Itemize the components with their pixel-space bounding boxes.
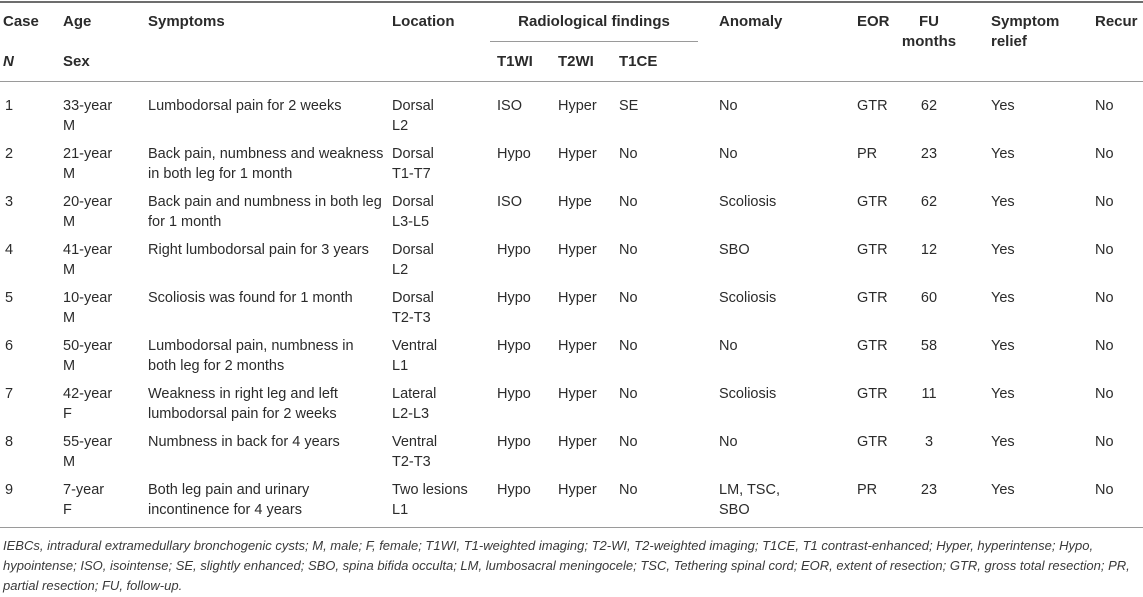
cell-relief: Yes bbox=[991, 482, 1015, 498]
cell-symptoms: Back pain, numbness and weakness in both leg for 1 month bbox=[148, 146, 384, 182]
cell-anomaly: No bbox=[719, 434, 738, 450]
cell-t1ce: No bbox=[619, 434, 638, 450]
cell-relief: Yes bbox=[991, 194, 1015, 210]
cell-fu: 62 bbox=[920, 194, 938, 210]
cell-t2wi: Hyper bbox=[558, 482, 597, 498]
cell-anomaly: Scoliosis bbox=[719, 290, 777, 306]
table-row bbox=[0, 336, 1143, 384]
table-row bbox=[0, 240, 1143, 288]
cell-relief: Yes bbox=[991, 386, 1015, 402]
cell-recur: No bbox=[1095, 338, 1114, 354]
cell-case: 3 bbox=[5, 194, 14, 210]
table-row bbox=[0, 144, 1143, 192]
cell-eor: GTR bbox=[857, 338, 888, 354]
cell-anomaly: No bbox=[719, 98, 738, 114]
cell-location: Dorsal L2 bbox=[392, 98, 434, 134]
header-t1ce: T1CE bbox=[619, 53, 658, 70]
table-bottom-rule bbox=[0, 527, 1143, 528]
header-t2wi: T2WI bbox=[558, 53, 594, 70]
cell-age-sex: 21-year M bbox=[63, 146, 113, 182]
cell-t1wi: Hypo bbox=[497, 338, 531, 354]
cell-age-sex: 10-year M bbox=[63, 290, 113, 326]
cell-symptoms: Lumbodorsal pain, numbness in both leg for 2 months bbox=[148, 338, 354, 374]
cell-case: 6 bbox=[5, 338, 14, 354]
cell-symptoms: Both leg pain and urinary incontinence for 4 years bbox=[148, 482, 310, 518]
cell-t1wi: ISO bbox=[497, 194, 522, 210]
table-row bbox=[0, 192, 1143, 240]
cell-fu: 60 bbox=[920, 290, 938, 306]
cell-recur: No bbox=[1095, 434, 1114, 450]
cell-age-sex: 42-year F bbox=[63, 386, 113, 422]
cell-age-sex: 55-year M bbox=[63, 434, 113, 470]
cell-eor: PR bbox=[857, 482, 878, 498]
cell-fu: 3 bbox=[924, 434, 934, 450]
cell-t2wi: Hyper bbox=[558, 98, 597, 114]
table-footnote: IEBCs, intradural extramedullary bronchogenic cysts; M, male; F, female; T1WI, T1-weighted imaging; T2-WI, T2-weighted imaging; T1CE, T1 contrast-enhanced; Hyper, hyperintense; Hypo, hypointense; ISO, isointense; SE, slightly enhanced; SBO, spina bifida occulta; LM, lumbosacral meningocele; TSC, Tethering spinal cord; EOR, extent of resection; GTR, gross total resection; PR, partial resection; FU, follow-up. bbox=[3, 538, 1130, 593]
cell-recur: No bbox=[1095, 290, 1114, 306]
cell-location: Lateral L2-L3 bbox=[392, 386, 437, 422]
cell-t2wi: Hype bbox=[558, 194, 592, 210]
cell-eor: GTR bbox=[857, 242, 888, 258]
cell-t1ce: No bbox=[619, 146, 638, 162]
header-t1wi: T1WI bbox=[497, 53, 533, 70]
table-row bbox=[0, 480, 1143, 528]
cell-case: 9 bbox=[5, 482, 14, 498]
cell-symptoms: Scoliosis was found for 1 month bbox=[148, 290, 353, 306]
header-radiological-findings: Radiological findings bbox=[518, 13, 670, 30]
cell-relief: Yes bbox=[991, 98, 1015, 114]
header-bottom-rule bbox=[0, 81, 1143, 82]
cell-case: 4 bbox=[5, 242, 14, 258]
cell-recur: No bbox=[1095, 242, 1114, 258]
cell-case: 7 bbox=[5, 386, 14, 402]
cell-t1wi: Hypo bbox=[497, 242, 531, 258]
cell-symptoms: Weakness in right leg and left lumbodorsal pain for 2 weeks bbox=[148, 386, 338, 422]
cell-t2wi: Hyper bbox=[558, 242, 597, 258]
cell-age-sex: 7-year F bbox=[63, 482, 105, 518]
cell-relief: Yes bbox=[991, 146, 1015, 162]
cell-t2wi: Hyper bbox=[558, 146, 597, 162]
table-top-rule bbox=[0, 1, 1143, 3]
cell-t1ce: SE bbox=[619, 98, 639, 114]
cell-location: Dorsal L3-L5 bbox=[392, 194, 434, 230]
cell-t1ce: No bbox=[619, 290, 638, 306]
cell-case: 1 bbox=[5, 98, 14, 114]
cell-age-sex: 20-year M bbox=[63, 194, 113, 230]
cell-t1wi: Hypo bbox=[497, 146, 531, 162]
header-symptom: Symptom bbox=[991, 13, 1060, 30]
cell-location: Ventral T2-T3 bbox=[392, 434, 438, 470]
cell-fu: 12 bbox=[920, 242, 938, 258]
cell-eor: GTR bbox=[857, 386, 888, 402]
cell-eor: GTR bbox=[857, 194, 888, 210]
cell-case: 5 bbox=[5, 290, 14, 306]
cell-symptoms: Lumbodorsal pain for 2 weeks bbox=[148, 98, 342, 114]
cell-t1ce: No bbox=[619, 338, 638, 354]
cell-fu: 23 bbox=[920, 146, 938, 162]
cell-t1wi: Hypo bbox=[497, 386, 531, 402]
cell-age-sex: 41-year M bbox=[63, 242, 113, 278]
radiological-subheader-rule bbox=[490, 41, 698, 42]
cell-anomaly: LM, TSC, SBO bbox=[719, 482, 780, 518]
cell-eor: GTR bbox=[857, 98, 888, 114]
cell-fu: 23 bbox=[920, 482, 938, 498]
cell-eor: GTR bbox=[857, 434, 888, 450]
cell-location: Dorsal L2 bbox=[392, 242, 434, 278]
cell-relief: Yes bbox=[991, 338, 1015, 354]
table-row bbox=[0, 384, 1143, 432]
cell-recur: No bbox=[1095, 146, 1114, 162]
cell-eor: GTR bbox=[857, 290, 888, 306]
cell-recur: No bbox=[1095, 98, 1114, 114]
cell-anomaly: Scoliosis bbox=[719, 386, 777, 402]
cell-t1ce: No bbox=[619, 482, 638, 498]
cell-anomaly: SBO bbox=[719, 242, 750, 258]
header-case: Case bbox=[3, 13, 39, 30]
cell-anomaly: No bbox=[719, 338, 738, 354]
cell-recur: No bbox=[1095, 482, 1114, 498]
header-age: Age bbox=[63, 13, 92, 30]
header-relief: relief bbox=[991, 33, 1027, 50]
cell-t1ce: No bbox=[619, 194, 638, 210]
cell-fu: 11 bbox=[921, 386, 937, 402]
cell-t2wi: Hyper bbox=[558, 386, 597, 402]
cell-case: 2 bbox=[5, 146, 14, 162]
header-location: Location bbox=[392, 13, 455, 30]
cell-age-sex: 33-year M bbox=[63, 98, 113, 134]
cell-anomaly: No bbox=[719, 146, 738, 162]
cell-t1wi: Hypo bbox=[497, 290, 531, 306]
cell-recur: No bbox=[1095, 386, 1114, 402]
cell-case: 8 bbox=[5, 434, 14, 450]
cell-recur: No bbox=[1095, 194, 1114, 210]
cell-t1wi: ISO bbox=[497, 98, 522, 114]
cell-symptoms: Right lumbodorsal pain for 3 years bbox=[148, 242, 369, 258]
cell-symptoms: Back pain and numbness in both leg for 1 month bbox=[148, 194, 382, 230]
cell-t2wi: Hyper bbox=[558, 290, 597, 306]
header-symptoms: Symptoms bbox=[148, 13, 225, 30]
cell-eor: PR bbox=[857, 146, 878, 162]
cell-t1wi: Hypo bbox=[497, 482, 531, 498]
cell-t1ce: No bbox=[619, 386, 638, 402]
cell-fu: 58 bbox=[920, 338, 938, 354]
header-eor: EOR bbox=[857, 13, 890, 30]
cell-location: Two lesions L1 bbox=[392, 482, 468, 518]
header-fu: FU bbox=[919, 13, 939, 30]
header-fu-months: months bbox=[901, 33, 957, 50]
cell-t1wi: Hypo bbox=[497, 434, 531, 450]
cell-location: Ventral L1 bbox=[392, 338, 438, 374]
cell-relief: Yes bbox=[991, 290, 1015, 306]
cell-location: Dorsal T2-T3 bbox=[392, 290, 434, 326]
table-row bbox=[0, 432, 1143, 480]
cell-t1ce: No bbox=[619, 242, 638, 258]
cell-relief: Yes bbox=[991, 242, 1015, 258]
header-sex: Sex bbox=[63, 53, 90, 70]
cell-anomaly: Scoliosis bbox=[719, 194, 777, 210]
header-recur: Recur bbox=[1095, 13, 1138, 30]
cell-location: Dorsal T1-T7 bbox=[392, 146, 434, 182]
header-anomaly: Anomaly bbox=[719, 13, 783, 30]
cell-age-sex: 50-year M bbox=[63, 338, 113, 374]
cell-relief: Yes bbox=[991, 434, 1015, 450]
cell-fu: 62 bbox=[920, 98, 938, 114]
table-row bbox=[0, 96, 1143, 144]
cell-symptoms: Numbness in back for 4 years bbox=[148, 434, 340, 450]
table-row bbox=[0, 288, 1143, 336]
header-n: N bbox=[3, 53, 14, 70]
cell-t2wi: Hyper bbox=[558, 338, 597, 354]
cell-t2wi: Hyper bbox=[558, 434, 597, 450]
